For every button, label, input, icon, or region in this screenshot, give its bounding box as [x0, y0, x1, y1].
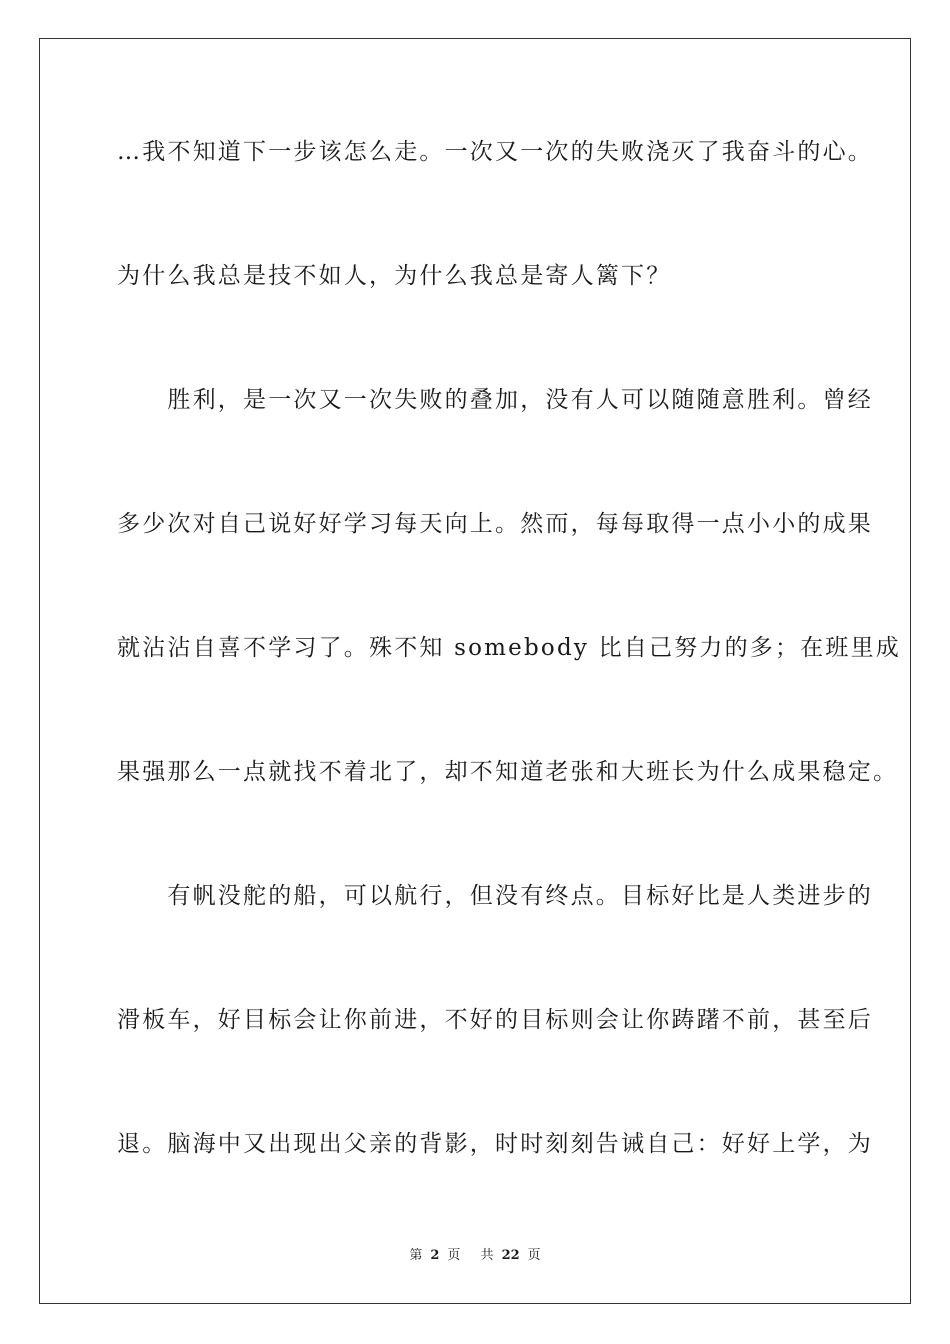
page-footer	[0, 1247, 950, 1265]
body-line-9: 退。脑海中又出现出父亲的背影，时时刻刻告诫自己：好好上学，为	[117, 1131, 873, 1157]
body-line-7: 有帆没舵的船，可以航行，但没有终点。目标好比是人类进步的	[117, 883, 873, 909]
body-line-3: 胜利，是一次又一次失败的叠加，没有人可以随随意胜利。曾经	[117, 387, 873, 413]
body-line-8: 滑板车，好目标会让你前进，不好的目标则会让你踌躇不前，甚至后	[117, 1007, 873, 1033]
page-indicator: 第 2 页	[409, 1248, 461, 1263]
body-line-2: 为什么我总是技不如人，为什么我总是寄人篱下？	[117, 263, 672, 289]
total-page-number: 22	[501, 1248, 520, 1263]
body-line-1: …我不知道下一步该怎么走。一次又一次的失败浇灭了我奋斗的心。	[117, 139, 873, 165]
body-line-6: 果强那么一点就找不着北了，却不知道老张和大班长为什么成果稳定。	[117, 759, 899, 785]
current-page-number: 2	[430, 1248, 440, 1263]
page-frame	[39, 38, 911, 1304]
body-line-4: 多少次对自己说好好学习每天向上。然而，每每取得一点小小的成果	[117, 511, 873, 537]
total-pages-indicator: 共 22 页	[480, 1248, 541, 1263]
body-line-5: 就沾沾自喜不学习了。殊不知 somebody 比自己努力的多；在班里成	[117, 635, 901, 661]
